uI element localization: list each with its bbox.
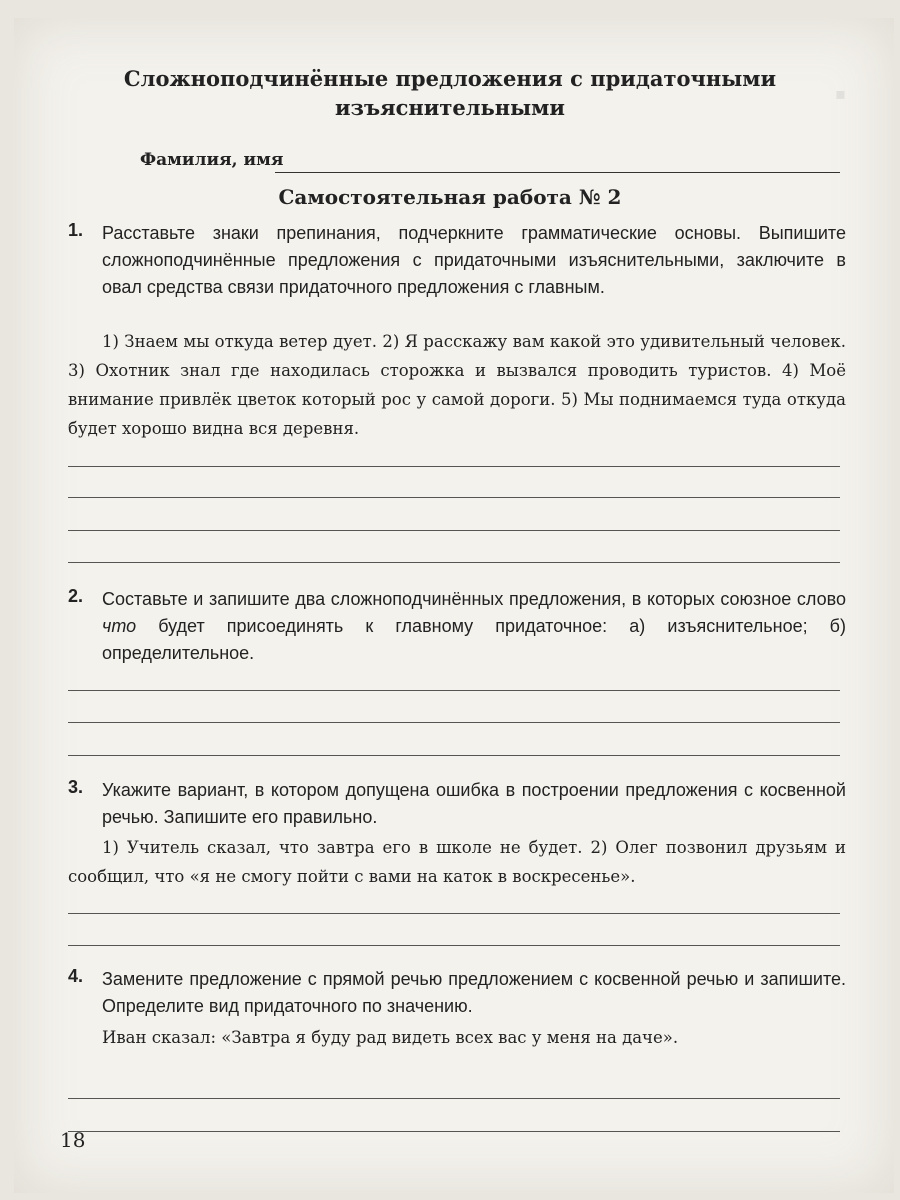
task-instruction: Укажите вариант, в котором допущена ошибка в построении предложения с косвенной речью. Запишите его правильно. xyxy=(102,780,846,827)
task-3-text: 1) Учитель сказал, что завтра его в школе не будет. 2) Олег позвонил друзьям и сообщил, что «я не смогу пойти с вами на каток в воскресенье». xyxy=(68,838,846,886)
answer-line[interactable] xyxy=(68,466,840,467)
task-4-text: Иван сказал: «Завтра я буду рад видеть всех вас у меня на даче». xyxy=(102,1028,679,1047)
task-instruction: Расставьте знаки препинания, подчеркните грамматические основы. Выпишите сложноподчинённые предложения с придаточными изъяснительными, заключите в овал средства связи придаточного предложения с главным. xyxy=(102,223,846,297)
answer-line[interactable] xyxy=(68,690,840,691)
answer-line[interactable] xyxy=(68,945,840,946)
answer-line[interactable] xyxy=(68,722,840,723)
task-1-text: 1) Знаем мы откуда ветер дует. 2) Я расскажу вам какой это удивительный человек. 3) Охотник знал где находилась сторожка и вызвался проводить туристов. 4) Моё внимание привлёк цветок который рос у самой дороги. 5) Мы поднимаемся туда откуда будет хорошо видна вся деревня. xyxy=(68,332,846,438)
answer-line[interactable] xyxy=(68,913,840,914)
answer-line[interactable] xyxy=(68,1098,840,1099)
page-number: 18 xyxy=(60,1128,86,1152)
task-number: 2. xyxy=(68,586,84,606)
work-subtitle: Самостоятельная работа № 2 xyxy=(278,185,622,209)
task-number: 4. xyxy=(68,966,84,986)
name-label: Фамилия, имя xyxy=(140,150,284,170)
task-number: 3. xyxy=(68,777,84,797)
answer-line[interactable] xyxy=(68,562,840,563)
answer-line[interactable] xyxy=(68,755,840,756)
answer-line[interactable] xyxy=(68,497,840,498)
task-instruction: Составьте и запишите два сложноподчинённых предложения, в которых союзное слово что будет присоединять к главному придаточное: а) изъяснительное; б) определительное. xyxy=(102,589,846,663)
name-field-line[interactable] xyxy=(275,172,840,173)
page-title: Сложноподчинённые предложения с придаточными изъяснительными xyxy=(123,66,777,120)
task-instruction: Замените предложение с прямой речью предложением с косвенной речью и запишите. Определите вид придаточного по значению. xyxy=(102,969,846,1016)
answer-line[interactable] xyxy=(68,530,840,531)
answer-line[interactable] xyxy=(68,1131,840,1132)
task-number: 1. xyxy=(68,220,84,240)
